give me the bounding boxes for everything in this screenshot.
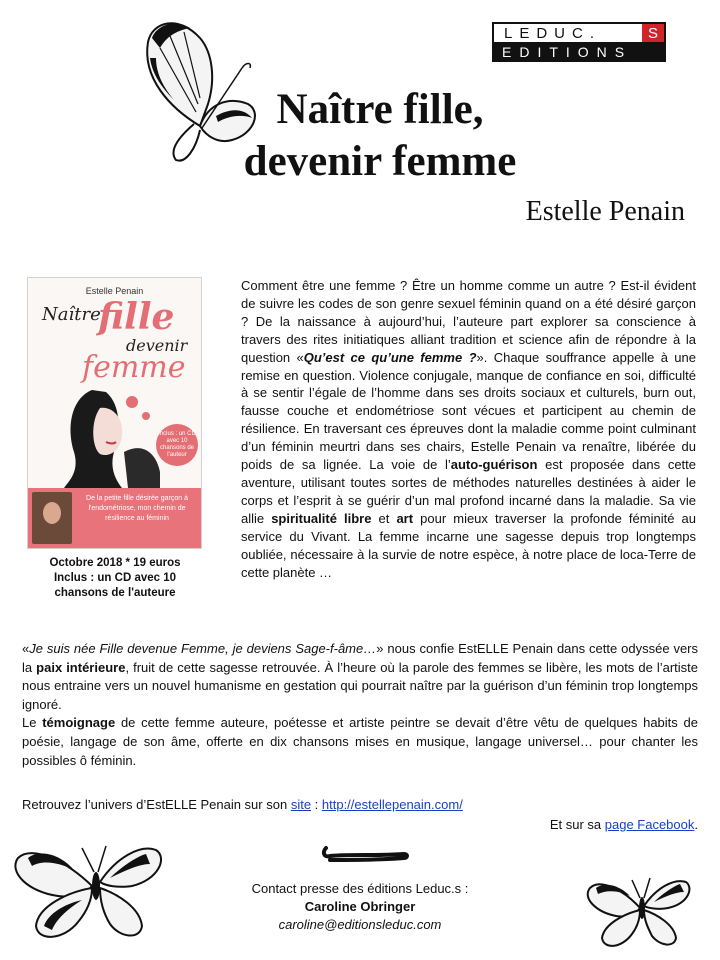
book-description [241,277,696,581]
cover-author: Estelle Penain [85,286,144,296]
cover-title-word1: Naître [42,304,101,325]
cover-cd-badge: Inclus : un CD avec 10 chansons de l'auteur [156,424,198,466]
desc-question: Qu’est ce qu’une femme ? [303,349,477,365]
cover-title-word2: fille [98,296,175,338]
facebook-prefix: Et sur sa [549,817,605,832]
pen-stroke-icon [320,842,410,864]
desc-bold: spiritualité libre [271,510,372,526]
book-title-line1: Naître fille, [276,86,484,133]
para-text: de cette femme auteure, poétesse et artiste peintre se devait d’être vêtu de quelques habits de poésie, langage de son âme, offerte en dix chansons mises en musique, langage universel… pour chanter les possibles ô féminin. [22,715,698,768]
contact-name: Caroline Obringer [304,899,416,914]
desc-text: et [371,510,397,526]
quote-mark: « [22,641,30,656]
book-title [180,84,580,188]
butterfly-icon [8,822,178,952]
site-link[interactable]: site [290,797,312,812]
author-photo [32,492,72,544]
desc-text: ». Chaque souffrance appelle à une remise en question. Violence conjugale, manque de confiance en soi, difficulté à se sentir l’égale de l’homme dans ses droits sociaux et culturels, burn out, fausse couche et endométriose sont vécues et participent au chemin de résilience. En traversant ces épreuves dont la maladie comme point culminant d’un féminin meurtri dans ses chairs, Estelle Penain va renaître, libérée du poids de sa lignée. La voie de l’ [241,349,696,473]
desc-text: Comment être une femme ? Être un homme comme un autre ? Est-il évident de suivre les codes de son genre sexuel féminin quand on a été désiré garçon ? De la naissance à aujourd’hui, l’auteure part explorer sa conscience à travers des rites initiatiques alliant tradition et science afin de répondre à la question « [241,278,696,365]
butterfly-icon [580,862,700,956]
publisher-subtitle: EDITIONS [492,42,666,62]
para-text: » nous confie EstELLE Penain dans cette odyssée vers la [22,641,699,675]
publisher-letter: S [642,24,664,42]
contact-email: caroline@editionsleduc.com [278,917,442,932]
desc-bold: auto-guérison [450,457,538,473]
para-text: Le [22,715,43,731]
desc-text: est proposée dans cette aventure, utilisant toutes sortes de méthodes naturelles destinées à aider le corps et l’esprit à se guérir d’un mal profond incarné dans la maladie. Sa vie allie [241,457,697,526]
body-text [22,640,698,770]
publisher-logo [492,22,666,62]
caption-included: Inclus : un CD avec 10 [53,572,177,584]
press-contact [200,880,520,934]
desc-bold: art [396,510,414,526]
facebook-link[interactable]: page Facebook [604,817,695,832]
para-bold: paix intérieure [36,659,126,675]
paragraph-testimony [22,714,698,770]
website-sep: : [311,797,322,812]
cover-illustration [62,382,162,488]
book-title-line2: devenir femme [243,138,517,185]
website-line [22,797,463,812]
cover-caption [20,556,210,601]
paragraph-quote [22,640,698,714]
facebook-suffix: . [694,817,698,832]
website-url-link[interactable]: http://estellepenain.com/ [321,797,463,812]
caption-price: Octobre 2018 * 19 euros [49,557,181,569]
author-quote: Je suis née Fille devenue Femme, je deviens Sage-f-âme… [29,641,377,656]
book-cover [27,277,202,549]
facebook-line [550,817,698,832]
cover-title-word4: femme [82,350,186,385]
website-prefix: Retrouvez l’univers d’EstELLE Penain sur son [22,797,291,812]
para-text: , fruit de cette sagesse retrouvée. À l’heure où la parole des femmes se libère, les mots de l’artiste nous entraine vers un nouvel humanisme en gestation qui pourrait naître par la guérison d’un féminin trop longtemps ignoré. [22,659,699,712]
contact-label: Contact presse des éditions Leduc.s : [251,881,469,896]
desc-text: pour mieux traverser la profonde féminité au service du Vivant. La femme incarne une sagesse depuis trop longtemps oubliée, nécessaire à la survie de notre espèce, à notre place de loca-Terre de cette planète … [241,510,696,580]
cover-title-word3: devenir [126,336,188,355]
cover-tagline: De la petite fille désirée garçon à l'endométriose, mon chemin de résilience au féminin [86,495,188,522]
publisher-name: LEDUC. [504,24,602,42]
caption-included-2: chansons de l'auteure [54,587,176,599]
para-bold: témoignage [42,715,116,731]
author-name: Estelle Penain [525,196,685,227]
